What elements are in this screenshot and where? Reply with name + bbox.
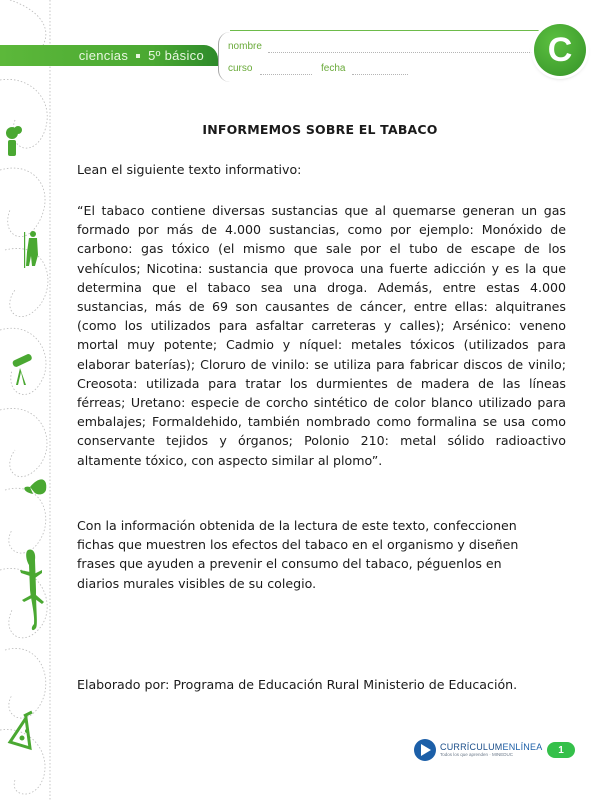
informative-quote: “El tabaco contiene diversas sustancias que al quemarse generan un gas formado por más de 4.000 sustancias, como por ejemplo: Monóxido de carbono: gas tóxico (el mismo que sale por el tubo de escape de los vehículos; Nicotina: sustancia que provoca una fuerte adicción y es la que determina que el tabaco sea una droga. Además, entre estas 4.000 sustancias, más de 69 son causantes de cáncer, entre ellas: alquitranes (como los utilizados para asfaltar carreteras y calles); Arsénico: veneno mortal muy potente; Cadmio y níquel: metales tóxicos (utilizados para elaborar baterías); Cloruro de vinilo: se utiliza para fabricar discos de vinilo; Creosota: utilizada para tratar los durmientes de madera de las líneas férreas; Uretano: especie de corcho sintético de color blanco utilizado para embalajes; Formaldehido, también nombrado como formalina se usa como conservante tejidos y órganos; Polonio 210: metal sólido radioactivo altamente tóxico, con aspecto similar al plomo”. xyxy=(77,203,566,468)
logo-name-part1: CURRÍCULUM xyxy=(440,742,503,752)
telescope-icon xyxy=(12,353,33,385)
logo-tagline: Todos los que aprenden · MINEDUC xyxy=(440,752,514,757)
credit-line: Elaborado por: Programa de Educación Rural Ministerio de Educación. xyxy=(77,677,518,692)
date-field[interactable] xyxy=(352,74,408,75)
left-decorative-border xyxy=(0,0,62,800)
plant-icon xyxy=(6,126,22,156)
butterfly-icon xyxy=(24,479,46,494)
subject-grade-bar xyxy=(0,45,218,66)
header-rule xyxy=(230,30,560,31)
name-label: nombre xyxy=(228,41,262,52)
logo-text xyxy=(440,742,542,758)
logo-name xyxy=(440,742,542,752)
curriculum-en-linea-logo[interactable] xyxy=(414,739,542,761)
course-field[interactable] xyxy=(260,74,312,75)
grade-label: 5º básico xyxy=(148,48,204,63)
level-badge: C xyxy=(534,24,586,76)
subject-label: ciencias xyxy=(78,48,129,63)
student-info-frame xyxy=(218,30,548,82)
task-instructions: Con la información obtenida de la lectura de este texto, confeccionen fichas que muestren los efectos del tabaco en el organismo y diseñen frases que ayuden a prevenir el consumo del tabaco, péguenlos en diarios murales visibles de su colegio. xyxy=(77,518,519,591)
play-arrow-icon xyxy=(414,739,436,761)
name-field[interactable] xyxy=(268,52,538,53)
separator-dot xyxy=(136,54,140,58)
document-title: INFORMEMOS SOBRE EL TABACO xyxy=(202,122,438,137)
lizard-icon xyxy=(20,550,44,631)
date-label: fecha xyxy=(321,63,346,74)
intro-text: Lean el siguiente texto informativo: xyxy=(77,162,302,177)
frame-bracket xyxy=(218,32,232,82)
page-number-badge: 1 xyxy=(547,742,575,758)
logo-name-part2: ENLÍNEA xyxy=(502,742,543,752)
course-label: curso xyxy=(228,63,253,74)
